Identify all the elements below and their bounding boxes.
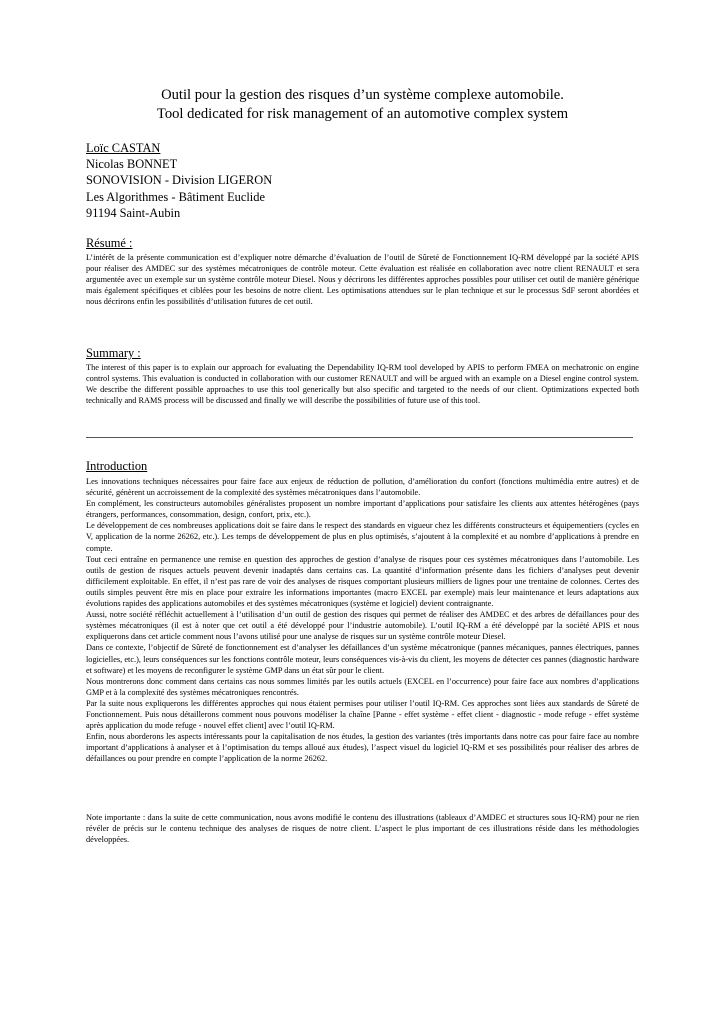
intro-paragraph-2: En complément, les constructeurs automobiles généralistes proposent un nombre important d’applications pour satisfaire les clients aux attentes hétérogènes (pays étrangers, performances, consommation, design, confort, prix, etc.). [86, 499, 639, 520]
note-paragraph: Note importante : dans la suite de cette communication, nous avons modifié le contenu des illustrations (tableaux d’AMDEC et structures sous IQ-RM) pour ne rien révéler de précis sur le contenu technique des analyses de risques de notre client. L’aspect le plus important de ces illustrations réside dans les méthodologies développées. [86, 813, 639, 845]
introduction-text [86, 476, 639, 764]
intro-paragraph-5: Aussi, notre société réfléchit actuellement à l’utilisation d’un outil de gestion des risques qui permet de réaliser des AMDEC et des arbres de défaillances pour des systèmes mécatroniques (il est à noter que cet outil a été développé pour l’industrie automobile). L’outil IQ-RM a été développé par la société APIS et nous expliquerons dans cet article comment nous l’avons utilisé pour une analyse de risques sur un système contrôle moteur Diesel. [86, 610, 639, 642]
resume-heading: Résumé : [86, 236, 133, 250]
summary-text [86, 362, 639, 406]
author-name-1: Loïc CASTAN [86, 141, 161, 155]
title-english: Tool dedicated for risk management of an automotive complex system [156, 106, 569, 122]
summary-heading: Summary : [86, 346, 141, 360]
intro-paragraph-8: Par la suite nous expliquerons les différentes approches qui nous étaient permises pour utiliser l’outil IQ-RM. Ces approches sont liées aux standards de Sûreté de Fonctionnement. Puis nous détaillerons comment nous pouvons modéliser la chaîne [Panne - effet système - effet client - diagnostic - mode refuge - effet système après application du mode refuge - nouvel effet client] avec l’outil IQ-RM. [86, 698, 639, 731]
intro-paragraph-9: Enfin, nous aborderons les aspects intéressants pour la capitalisation de nos études, la gestion des variantes (très importants dans notre cas pour faire face au nombre important d’applications à analyser et à l’optimisation du temps alloué aux études), l’aspect visuel du logiciel IQ-RM et ses possibilités pour réaliser des arbres de défaillances ou pour prendre en compte l’application de la norme 26262. [86, 732, 639, 764]
resume-text [86, 252, 639, 307]
intro-paragraph-3: Le développement de ces nombreuses applications doit se faire dans le respect des standards en vigueur chez les différents constructeurs et équipementiers (cycles en V, application de la norme 26262, etc.). Les temps de développement de plus en plus optimisés, s’ajoutent à la complexité et au nombre d’applications à prendre en compte. [86, 521, 639, 553]
author-name-2: Nicolas BONNET [86, 157, 178, 172]
intro-paragraph-7: Nous montrerons donc comment dans certains cas nous sommes limités par les outils actuels (EXCEL en l’occurrence) pour faire face aux nombres d’applications GMP et à la complexité des systèmes mécatroniques rencontrés. [86, 676, 639, 697]
section-divider [86, 437, 633, 438]
summary-paragraph: The interest of this paper is to explain our approach for evaluating the Dependability IQ-RM tool developed by APIS to perform FMEA on mechatronic on engine control systems. This evaluation is conducted in collaboration with our customer RENAULT and will be argued with an example on a Diesel engine control system. We describe the different possible approaches to use this tool generically but also specific and targeted to the needs of our client. Optimizations expected both technically and RAMS process will be discussed and finally we will describe the possibilities of future use of this tool. [86, 363, 639, 406]
introduction-heading: Introduction [86, 459, 148, 473]
author-block [86, 140, 272, 221]
paper-title [0, 86, 725, 124]
author-address-line-1: Les Algorithmes - Bâtiment Euclide [86, 189, 265, 204]
intro-paragraph-6: Dans ce contexte, l’objectif de Sûreté de fonctionnement est d’analyser les défaillances d’un système mécatronique (pannes mécaniques, pannes électriques, pannes logicielles, etc.), leurs conséquences sur les fonctions contrôle moteur, leurs conséquences vis-à-vis du client, les moyens de détecter ces pannes (diagnostic hardware et software) et les moyens de reconfigurer le système GMP dans un état sûr pour le client. [86, 643, 639, 675]
author-affiliation: SONOVISION - Division LIGERON [86, 173, 273, 188]
resume-paragraph: L’intérêt de la présente communication est d’expliquer notre démarche d’évaluation de l’outil de Sûreté de Fonctionnement IQ-RM développé par la société APIS pour réaliser des AMDEC sur des systèmes mécatroniques de contrôle moteur. Cette évaluation est réalisée en collaboration avec notre client RENAULT et sera argumentée avec un exemple sur un système contrôle moteur Diesel. Nous y décrirons les différentes approches possibles pour utiliser cet outil de manière générique mais également spécifiques et ciblées pour les besoins de notre client. Les optimisations attendues sur le plan technique et sur le processus SdF seront abordées et nous décrirons enfin les possibilités d’utilisation futures de cet outil. [86, 253, 639, 307]
author-address-line-2: 91194 Saint-Aubin [86, 205, 181, 220]
important-note [86, 812, 639, 845]
intro-paragraph-1: Les innovations techniques nécessaires pour faire face aux enjeux de réduction de pollution, d’amélioration du confort (fonctions multimédia entre autres) et de sécurité, génèrent un accroissement de la complexité des systèmes mécatroniques dans l’automobile. [86, 477, 639, 498]
intro-paragraph-4: Tout ceci entraîne en permanence une remise en question des approches de gestion d’analyse de risques pour ces systèmes mécatroniques dans l’automobile. Les outils de gestion de risques actuels peuvent devenir inadaptés dans certains cas. La quantité d’information présente dans les fichiers d’analyses peut devenir difficilement exploitable. En effet, il n’est pas rare de voir des analyses de risques comportant plusieurs milliers de lignes pour une trentaine de colonnes. Certes des outils simples peuvent être mis en place pour extraire les informations importantes (macro EXCEL par exemple) mais leur maintenance et leurs adaptations aux évolutions rapides des applications automobiles et des systèmes mécatroniques (système et logiciel) devient contraignante. [86, 554, 639, 609]
title-french: Outil pour la gestion des risques d’un système complexe automobile. [161, 87, 564, 103]
